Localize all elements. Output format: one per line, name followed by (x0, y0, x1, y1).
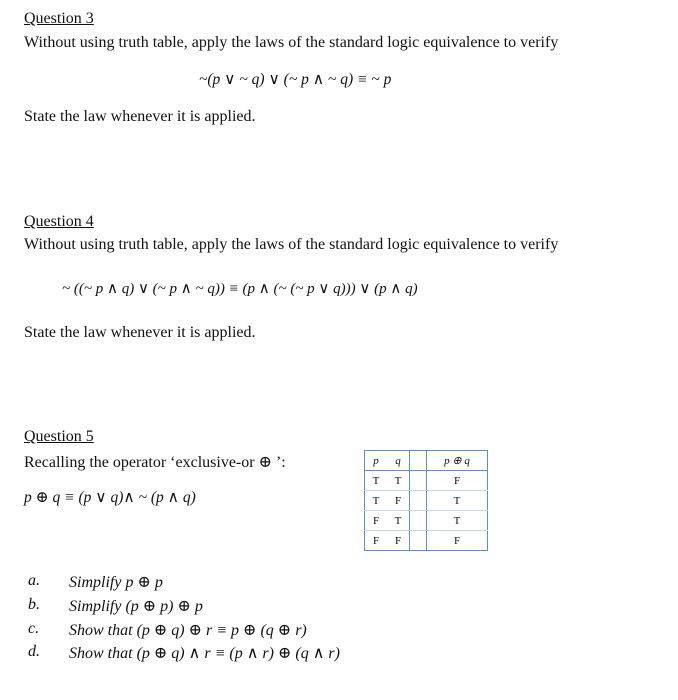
item-b-label: b. (28, 596, 40, 613)
truth-table-cell: T (387, 471, 410, 491)
truth-table-cell: F (365, 511, 388, 531)
xor-truth-table (364, 450, 488, 551)
truth-table-cell: T (365, 491, 388, 511)
item-d-label: d. (28, 643, 40, 660)
item-b-text: Simplify (p ⊕ p) ⊕ p (69, 598, 203, 615)
truth-table-gap (410, 451, 427, 471)
question-4-formula: ~ ((~ p ∧ q) ∨ (~ p ∧ ~ q)) ≡ (p ∧ (~ (~ p ∨ q))) ∨ (p ∧ q) (62, 281, 418, 297)
question-3-heading: Question 3 (24, 10, 94, 27)
question-5-intro: Recalling the operator ‘exclusive-or ⊕ ’: (24, 454, 286, 471)
item-a-text: Simplify p ⊕ p (69, 574, 163, 591)
item-c-text: Show that (p ⊕ q) ⊕ r ≡ p ⊕ (q ⊕ r) (69, 622, 307, 639)
truth-table-row (365, 531, 488, 551)
truth-table-cell: T (387, 511, 410, 531)
truth-table-cell: T (365, 471, 388, 491)
truth-table-row (365, 491, 488, 511)
truth-table-header-q: q (387, 451, 410, 471)
truth-table-cell: F (372, 534, 380, 547)
truth-table-cell: F (387, 531, 410, 551)
question-4-heading: Question 4 (24, 213, 94, 230)
truth-table-cell: F (427, 471, 488, 491)
truth-table-header-row (365, 451, 488, 471)
truth-table-cell: T (427, 491, 488, 511)
question-3-note: State the law whenever it is applied. (24, 108, 256, 125)
question-3-formula: ~(p ∨ ~ q) ∨ (~ p ∧ ~ q) ≡ ~ p (199, 71, 392, 88)
question-4-instruction: Without using truth table, apply the laws of the standard logic equivalence to verify (24, 236, 559, 253)
truth-table-cell: T (427, 511, 488, 531)
item-d-text: Show that (p ⊕ q) ∧ r ≡ (p ∧ r) ⊕ (q ∧ r) (69, 645, 340, 662)
item-c-label: c. (28, 620, 40, 637)
xor-definition: p ⊕ q ≡ (p ∨ q)∧ ~ (p ∧ q) (24, 489, 196, 506)
question-3-instruction: Without using truth table, apply the laws of the standard logic equivalence to verify (24, 34, 559, 51)
truth-table-header-xor: p ⊕ q (427, 451, 488, 471)
item-a-label: a. (28, 572, 40, 589)
truth-table-header-p: p (365, 451, 388, 471)
truth-table-cell: F (387, 491, 410, 511)
question-5-heading: Question 5 (24, 428, 94, 445)
truth-table-row (365, 511, 488, 531)
truth-table-cell: F (427, 531, 488, 551)
question-4-note: State the law whenever it is applied. (24, 324, 256, 341)
truth-table-row (365, 471, 488, 491)
